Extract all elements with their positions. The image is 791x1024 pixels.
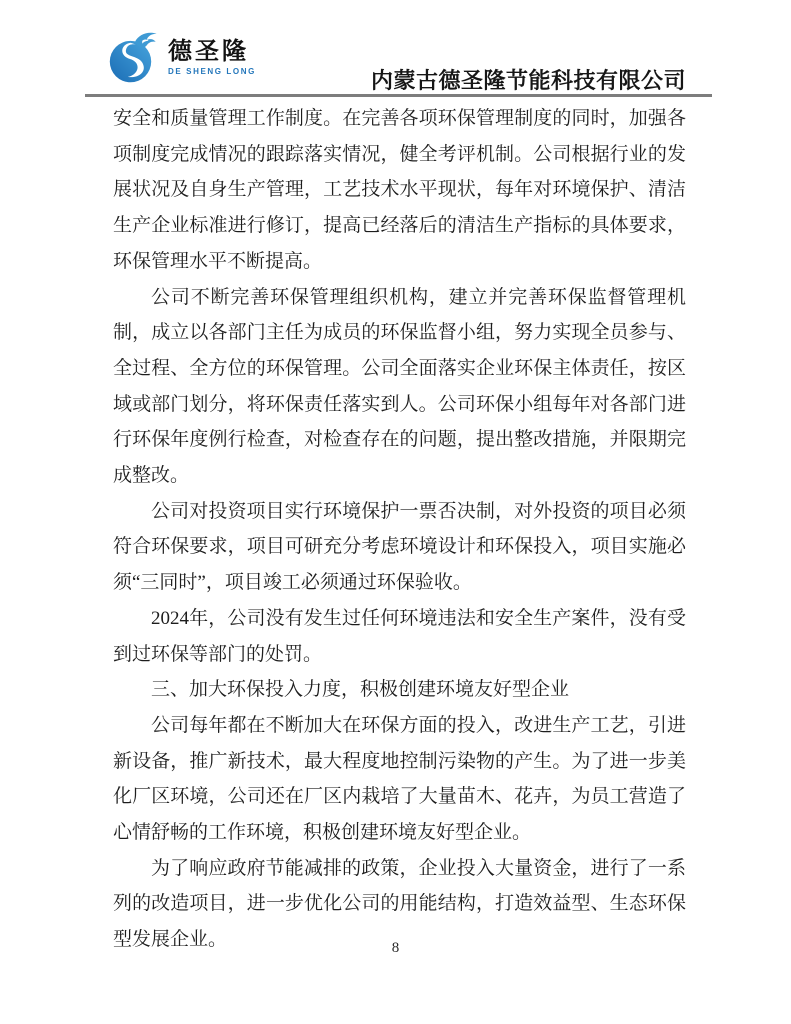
- paragraph-1: 安全和质量管理工作制度。在完善各项环保管理制度的同时，加强各项制度完成情况的跟踪落实情况，健全考评机制。公司根据行业的发展状况及自身生产管理，工艺技术水平现状，每年对环境保护、清洁生产企业标准进行修订，提高已经落后的清洁生产指标的具体要求，环保管理水平不断提高。: [113, 108, 686, 272]
- section-heading-3: 三、加大环保投入力度，积极创建环境友好型企业: [151, 679, 570, 701]
- header-divider: [85, 94, 712, 97]
- page-header: [0, 0, 791, 98]
- logo-en-text: DE SHENG LONG: [168, 66, 256, 76]
- logo-cn-text: 德圣隆: [168, 38, 249, 65]
- page-number: 8: [391, 940, 400, 956]
- company-name-title: 内蒙古德圣隆节能科技有限公司: [370, 68, 686, 93]
- document-body: [113, 101, 686, 958]
- paragraph-4: 2024年，公司没有发生过任何环境违法和安全生产案件，没有受到过环保等部门的处罚。: [113, 607, 686, 665]
- logo-text-block: [168, 40, 256, 77]
- dragon-swirl-logo-icon: [108, 30, 162, 86]
- paragraph-6: 公司每年都在不断加大在环保方面的投入，改进生产工艺，引进新设备，推广新技术，最大程度地控制污染物的产生。为了进一步美化厂区环境，公司还在厂区内栽培了大量苗木、花卉，为员工营造了心情舒畅的工作环境，积极创建环境友好型企业。: [113, 714, 686, 844]
- company-logo: [108, 30, 256, 86]
- paragraph-7: 为了响应政府节能减排的政策，企业投入大量资金，进行了一系列的改造项目，进一步优化公司的用能结构，打造效益型、生态环保型发展企业。: [113, 857, 686, 951]
- paragraph-2: 公司不断完善环保管理组织机构，建立并完善环保监督管理机制，成立以各部门主任为成员的环保监督小组，努力实现全员参与、全过程、全方位的环保管理。公司全面落实企业环保主体责任，按区域或部门划分，将环保责任落实到人。公司环保小组每年对各部门进行环保年度例行检查，对检查存在的问题，提出整改措施，并限期完成整改。: [113, 286, 686, 487]
- paragraph-3: 公司对投资项目实行环境保护一票否决制，对外投资的项目必须符合环保要求，项目可研充分考虑环境设计和环保投入，项目实施必须“三同时”，项目竣工必须通过环保验收。: [113, 500, 686, 594]
